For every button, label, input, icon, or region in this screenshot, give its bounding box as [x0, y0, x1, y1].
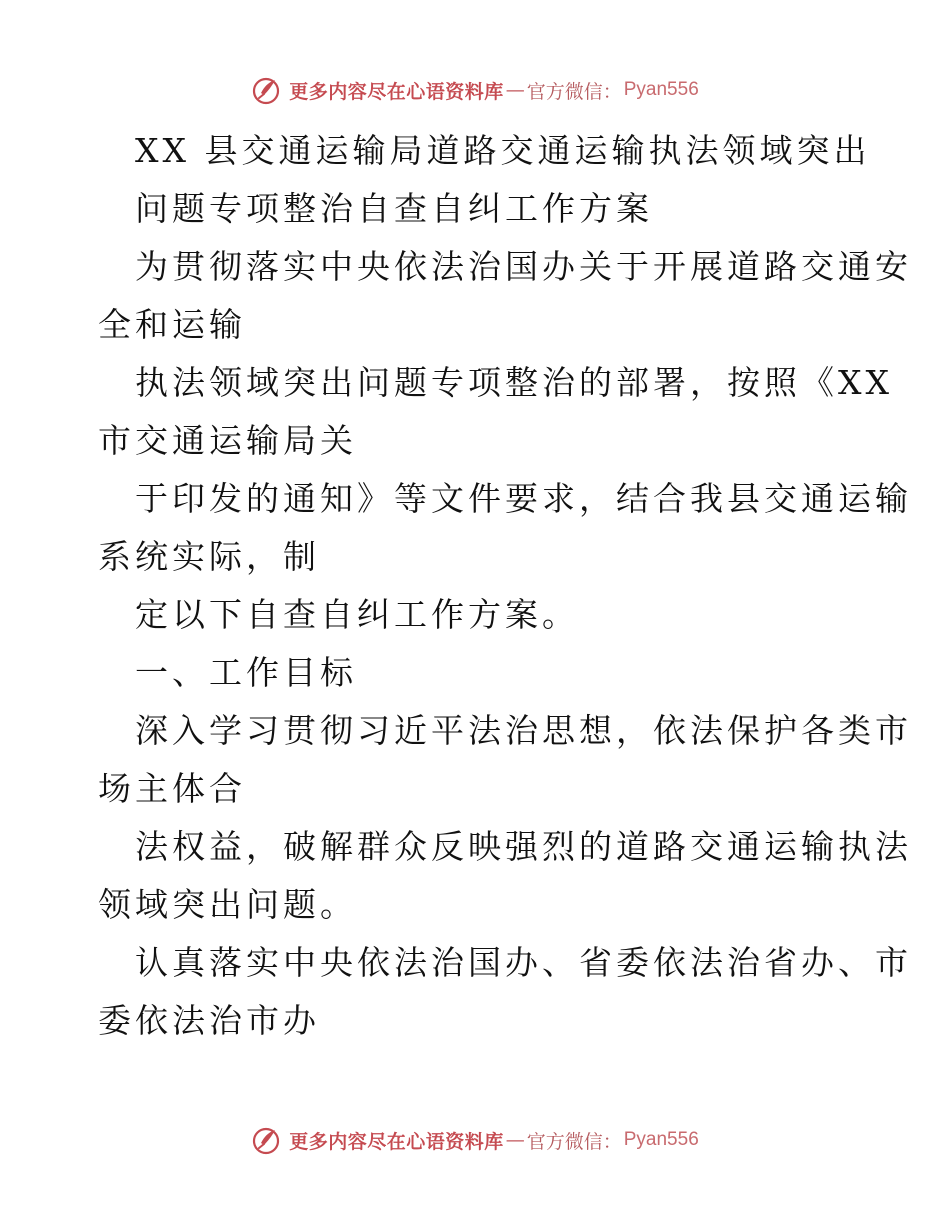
document-line: 领域突出问题。 [98, 885, 357, 924]
document-line: 场主体合 [98, 769, 246, 808]
document-line: 为贯彻落实中央依法治国办关于开展道路交通安 [135, 247, 912, 286]
document-line: 市交通运输局关 [98, 421, 357, 460]
document-line: 深入学习贯彻习近平法治思想，依法保护各类市 [135, 711, 912, 750]
document-line: 认真落实中央依法治国办、省委依法治省办、市 [135, 943, 912, 982]
banner-wechat-id: Pyan556 [623, 79, 699, 100]
document-line: XX 县交通运输局道路交通运输执法领域突出 [135, 131, 871, 170]
document-line: 于印发的通知》等文件要求，结合我县交通运输 [135, 479, 912, 518]
document-line: 法权益，破解群众反映强烈的道路交通运输执法 [135, 827, 912, 866]
document-line: 系统实际，制 [98, 537, 320, 576]
banner-dash: — [505, 1129, 525, 1151]
banner-wechat-id: Pyan556 [623, 1129, 699, 1150]
document-line: 一、工作目标 [135, 653, 357, 692]
header-banner [0, 70, 950, 110]
document-line: 定以下自查自纠工作方案。 [135, 595, 579, 634]
document-line: 问题专项整治自查自纠工作方案 [135, 189, 653, 228]
document-line: 委依法治市办 [98, 1001, 320, 1040]
document-line: 执法领域突出问题专项整治的部署，按照《XX [135, 363, 893, 402]
banner-wechat-label: 官方微信： [526, 80, 622, 103]
footer-banner [0, 1120, 950, 1160]
brand-logo-icon [251, 74, 283, 106]
brand-logo-icon [251, 1124, 283, 1156]
banner-wechat-label: 官方微信： [526, 1130, 622, 1153]
banner-dash: — [505, 79, 525, 101]
banner-site-text: 更多内容尽在心语资料库 [289, 80, 504, 103]
document-line: 全和运输 [98, 305, 246, 344]
banner-site-text: 更多内容尽在心语资料库 [289, 1130, 504, 1153]
document-body [98, 122, 912, 1050]
